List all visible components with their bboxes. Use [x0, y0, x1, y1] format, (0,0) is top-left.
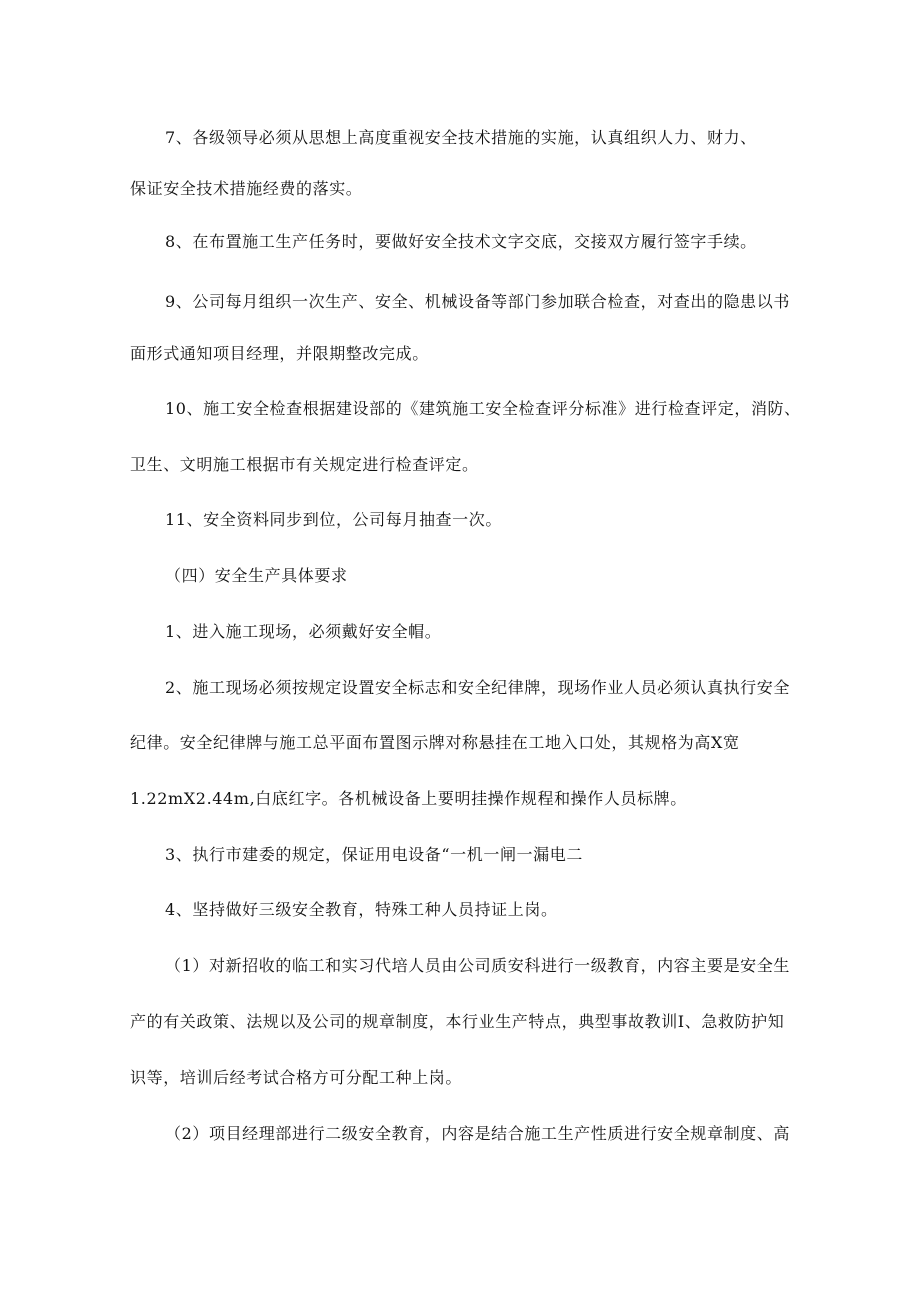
requirement-2-line-3: 1.22mX2.44m,白底红字。各机械设备上要明挂操作规程和操作人员标牌。 — [130, 789, 687, 808]
requirement-1-line-1: 1、进入施工现场，必须戴好安全帽。 — [165, 622, 442, 641]
paragraph-9-line-2: 面形式通知项目经理，并限期整改完成。 — [130, 344, 429, 363]
education-1-line-2: 产的有关政策、法规以及公司的规章制度，本行业生产特点，典型事故教训I、急救防护知 — [130, 1012, 785, 1031]
section-heading-4: （四）安全生产具体要求 — [165, 566, 348, 585]
paragraph-10-line-2: 卫生、文明施工根据市有关规定进行检查评定。 — [130, 455, 479, 474]
paragraph-7-line-2: 保证安全技术措施经费的落实。 — [130, 179, 363, 198]
requirement-2-line-2: 纪律。安全纪律牌与施工总平面布置图示牌对称悬挂在工地入口处，其规格为高X宽 — [130, 733, 740, 752]
requirement-3-line-1: 3、执行市建委的规定，保证用电设备“一机一闸一漏电二 — [165, 845, 583, 864]
requirement-4-line-1: 4、坚持做好三级安全教育，特殊工种人员持证上岗。 — [165, 900, 558, 919]
paragraph-11-line-1: 11、安全资料同步到位，公司每月抽查一次。 — [165, 510, 502, 529]
requirement-2-line-1: 2、施工现场必须按规定设置安全标志和安全纪律牌，现场作业人员必须认真执行安全 — [165, 678, 790, 697]
education-1-line-1: （1）对新招收的临工和实习代培人员由公司质安科进行一级教育，内容主要是安全生 — [165, 956, 790, 975]
paragraph-7-line-1: 7、各级领导必须从思想上高度重视安全技术措施的实施，认真组织人力、财力、 — [165, 128, 757, 147]
paragraph-9-line-1: 9、公司每月组织一次生产、安全、机械设备等部门参加联合检查，对查出的隐患以书 — [165, 292, 790, 311]
education-2-line-1: （2）项目经理部进行二级安全教育，内容是结合施工生产性质进行安全规章制度、高 — [165, 1124, 790, 1143]
education-1-line-3: 识等，培训后经考试合格方可分配工种上岗。 — [130, 1068, 463, 1087]
paragraph-8-line-1: 8、在布置施工生产任务时，要做好安全技术文字交底，交接双方履行签字手续。 — [165, 232, 757, 251]
paragraph-10-line-1: 10、施工安全检查根据建设部的《建筑施工安全检查评分标准》进行检查评定，消防、 — [165, 399, 801, 418]
